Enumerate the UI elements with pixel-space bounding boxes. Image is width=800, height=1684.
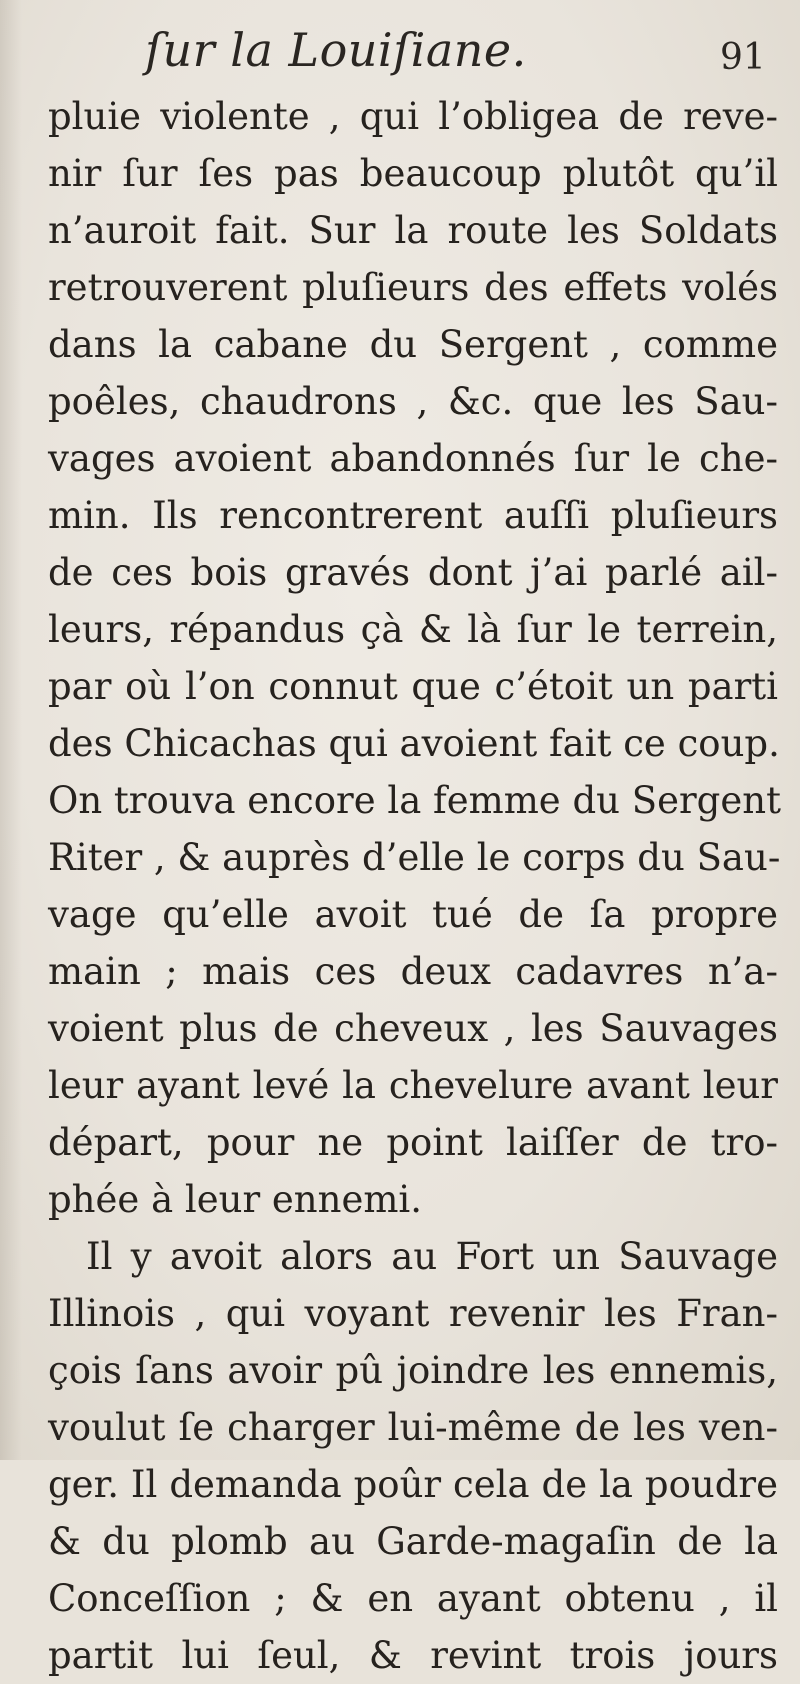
text-line: dans la cabane du Sergent , comme [48,323,778,366]
text-line: Illinois , qui voyant revenir les Fran- [48,1292,778,1335]
text-line: leurs, répandus çà & là ſur le terrein, [48,608,778,651]
text-line: poêles, chaudrons , &c. que les Sau- [48,380,778,423]
text-line: vages avoient abandonnés ſur le che- [48,437,778,480]
text-line: & du plomb au Garde-magaſin de la [48,1520,778,1563]
text-line: partit lui ſeul, & revint trois jours [48,1634,778,1677]
text-line: par où l’on connut que c’étoit un parti [48,665,778,708]
text-line: nir ſur ſes pas beaucoup plutôt qu’il [48,152,778,195]
text-line: pluie violente , qui l’obligea de reve- [48,95,778,138]
text-line: voient plus de cheveux , les Sauvages [48,1007,778,1050]
text-line: de ces bois gravés dont j’ai parlé ail- [48,551,778,594]
text-line: n’auroit fait. Sur la route les Soldats [48,209,778,252]
page-number: 91 [720,37,766,78]
paragraph-end-line: phée à leur ennemi. [48,1178,423,1221]
text-line: çois ſans avoir pû joindre les ennemis, [48,1349,778,1392]
text-line: retrouverent pluſieurs des effets volés [48,266,778,309]
running-title: ſur la Louiſiane. [145,23,527,77]
text-line: leur ayant levé la chevelure avant leur [48,1064,778,1107]
text-line: départ, pour ne point laiſſer de tro- [48,1121,778,1164]
text-line: Riter , & auprès d’elle le corps du Sau- [48,836,781,879]
paragraph-start-line: Il y avoit alors au Fort un Sauvage [86,1235,778,1278]
text-line: On trouva encore la femme du Sergent [48,779,781,822]
body-text [48,88,781,1684]
text-line: des Chicachas qui avoient fait ce coup. [48,722,780,765]
text-line: main ; mais ces deux cadavres n’a- [48,950,778,993]
binding-shadow [0,0,22,1460]
text-line: voulut ſe charger lui-même de les ven- [48,1406,778,1449]
text-line: min. Ils rencontrerent auſſi pluſieurs [48,494,778,537]
text-line: vage qu’elle avoit tué de ſa propre [48,893,778,936]
text-line: ger. Il demanda poûr cela de la poudre [48,1463,778,1506]
text-line: Conceſſion ; & en ayant obtenu , il [48,1577,778,1620]
